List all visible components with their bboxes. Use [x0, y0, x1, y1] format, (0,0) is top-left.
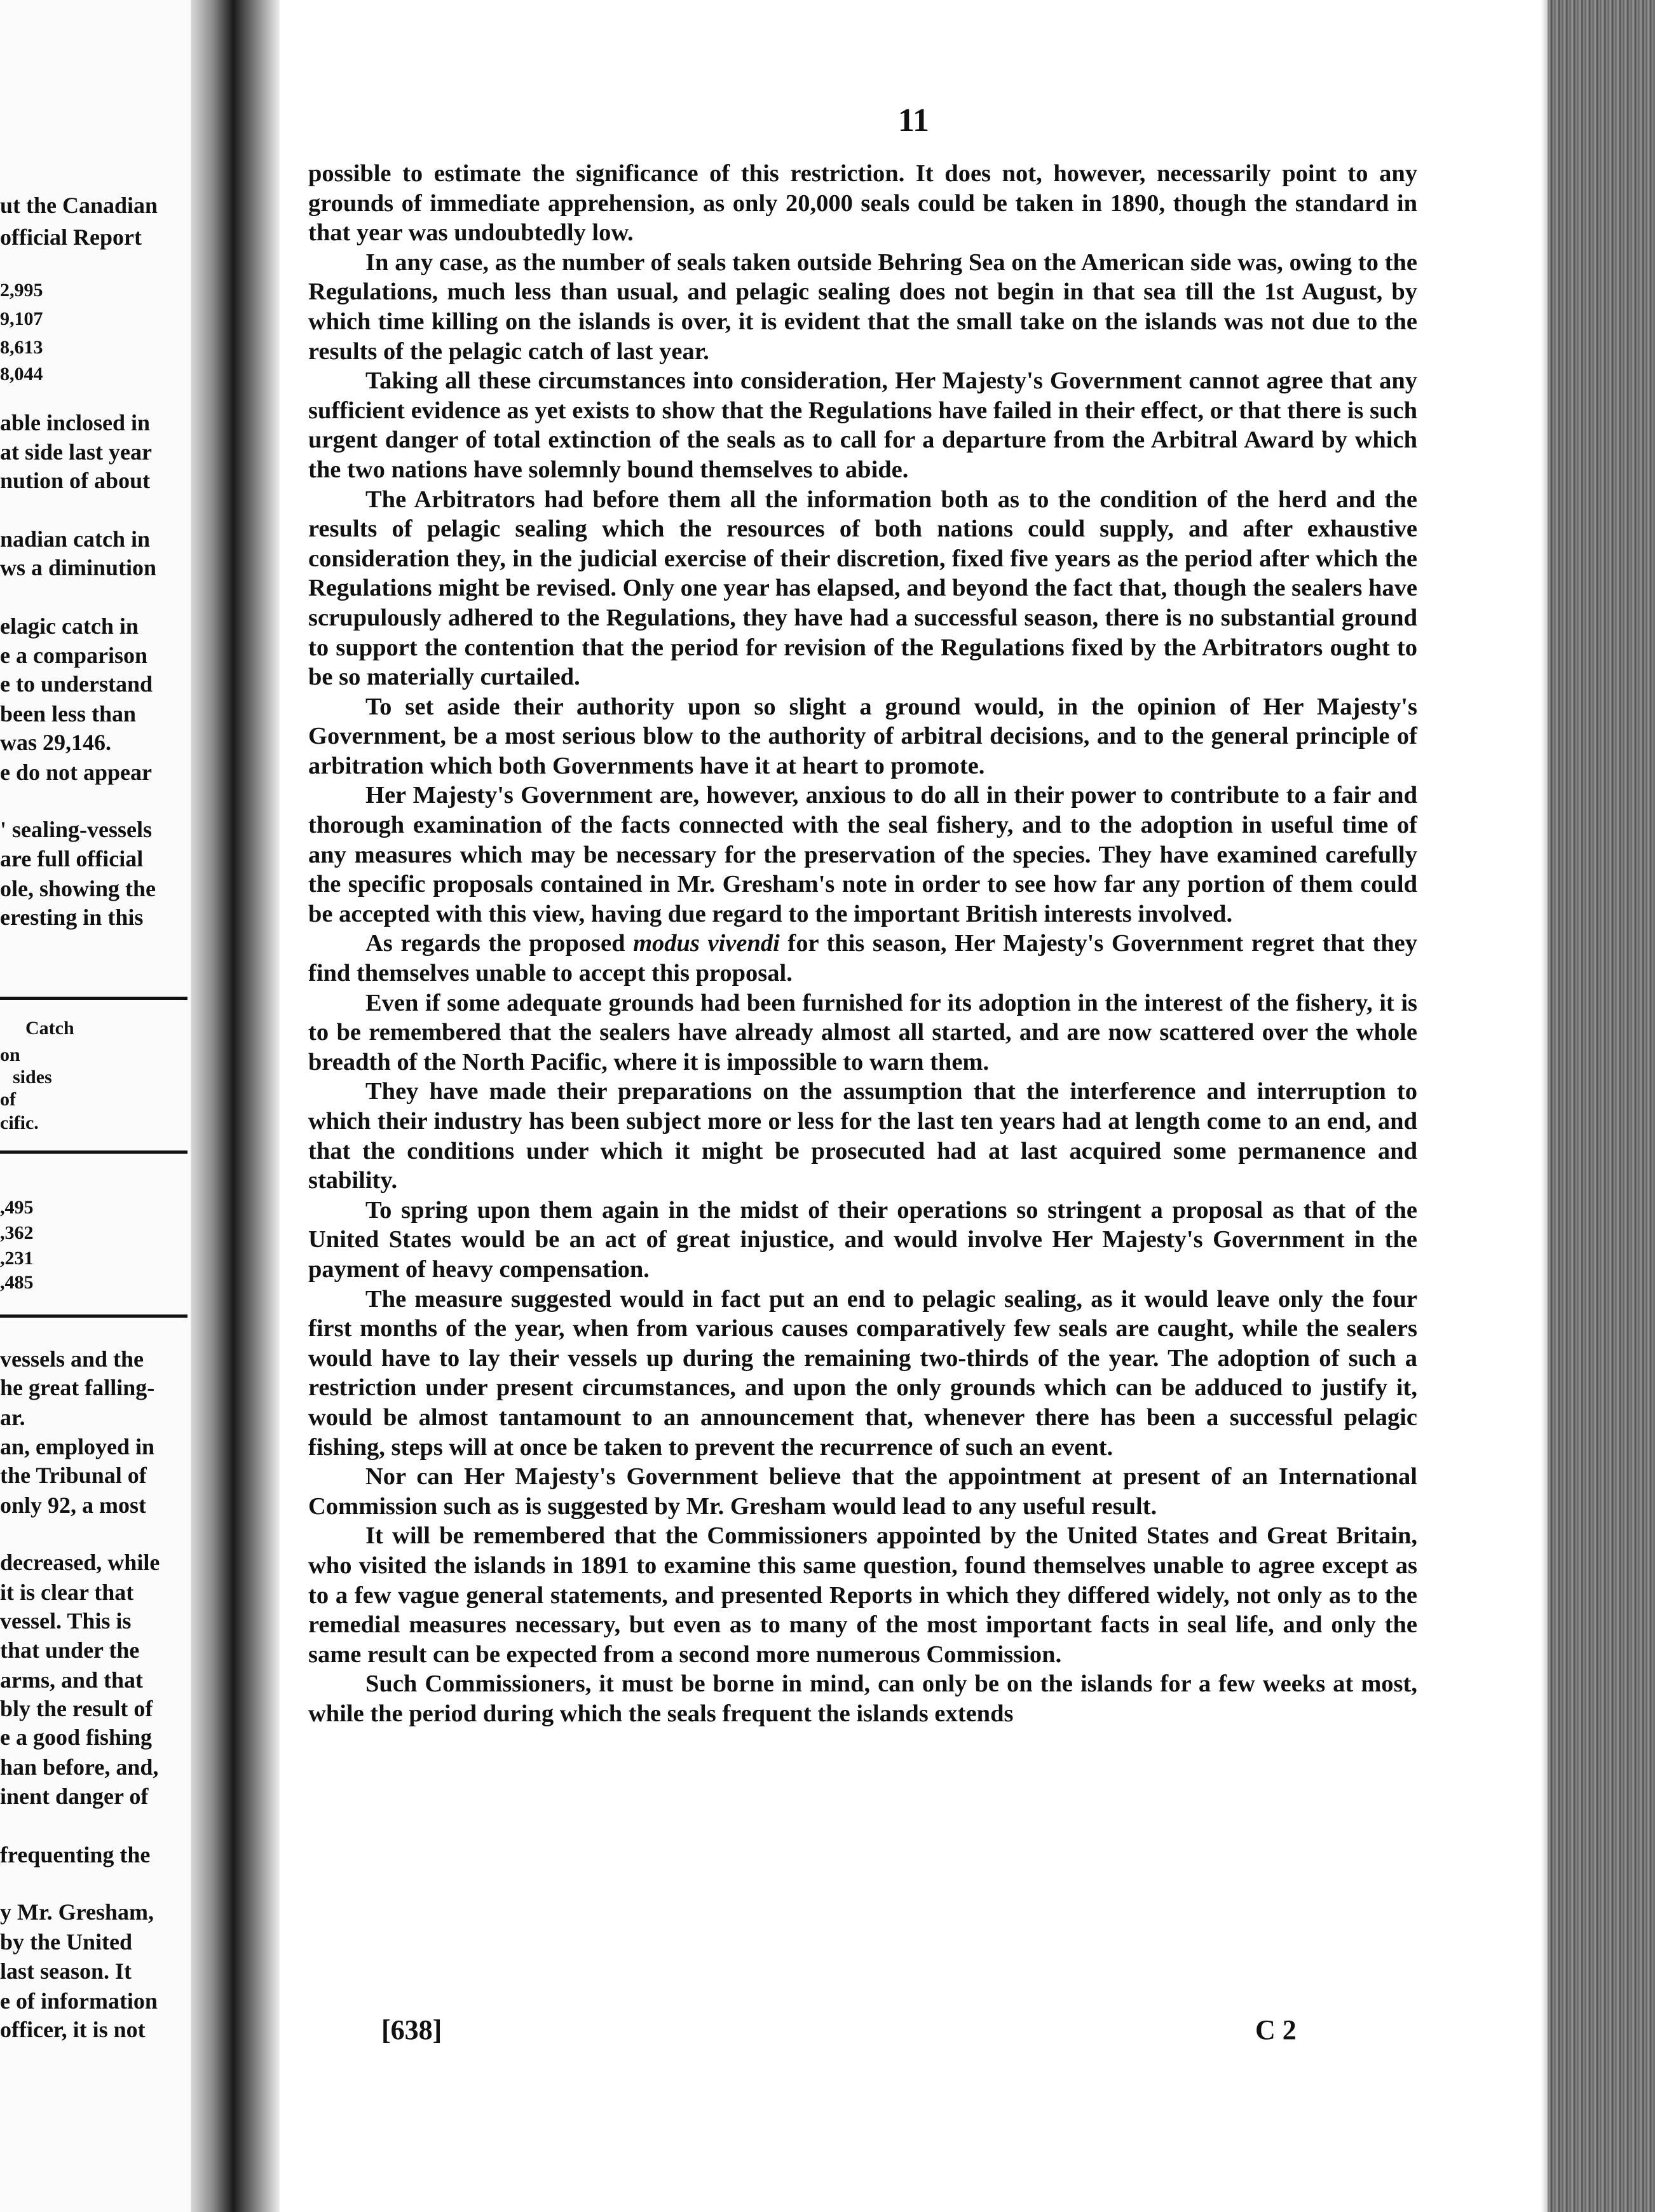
left-page-line: han before, and, — [0, 1754, 159, 1780]
left-page-line: 8,613 — [0, 337, 43, 358]
left-page-line: 2,995 — [0, 280, 43, 301]
italic-phrase: modus vivendi — [633, 930, 780, 957]
paragraph — [308, 929, 1417, 988]
paragraph: The measure suggested would in fact put an end to pelagic sealing, as it would leave only the four first months of the year, when from various causes comparatively few seals are caught, while the sealers would have to lay their vessels up during the remaining two-thirds of the year. The adoption of such a restriction under present circumstances, and upon the only grounds which can be adduced to justify it, would be almost tantamount to an announcement that, whenever there has been a successful pelagic fishing, steps will at once be taken to prevent the recurrence of such an event. — [308, 1285, 1417, 1461]
paragraph: In any case, as the number of seals taken outside Behring Sea on the American side was, owing to the Regulations, much less than usual, and pelagic sealing does not begin in that sea till the 1st August, by which time killing on the islands is over, it is evident that the small take on the islands was not due to the results of the pelagic catch of last year. — [308, 249, 1417, 365]
gathering-mark: C 2 — [1255, 2014, 1297, 2045]
paragraph: To spring upon them again in the midst of their operations so stringent a proposal as that of the United States would be an act of great injustice, and would involve Her Majesty's Government in the payment of heavy compensation. — [308, 1196, 1417, 1283]
left-page-line: e do not appear — [0, 760, 153, 785]
left-page-line: inent danger of — [0, 1784, 149, 1809]
left-page-line: ,495 — [0, 1197, 34, 1218]
paragraph: Even if some adequate grounds had been furnished for its adoption in the interest of the fishery, it is to be remembered that the sealers have already almost all started, and are now scattered over the whole breadth of the North Pacific, where it is impossible to warn them. — [308, 989, 1417, 1075]
left-page-line: ,231 — [0, 1248, 34, 1269]
left-page-line: official Report — [0, 224, 142, 250]
left-page-line: it is clear that — [0, 1580, 134, 1605]
page-number: 11 — [897, 102, 930, 139]
paragraph: The Arbitrators had before them all the information both as to the condition of the herd and the results of pelagic sealing which the resources of both nations could supply, and after exhaustive consideration they, in the judicial exercise of their discretion, fixed five years as the period after which the Regulations might be revised. Only one year has elapsed, and beyond the fact that, though the sealers have scrupulously adhered to the Regulations, they have had a successful season, there is no substantial ground to support the contention that the period for revision of the Regulations fixed by the Arbitrators ought to be so materially curtailed. — [308, 486, 1417, 691]
paragraph: Her Majesty's Government are, however, anxious to do all in their power to contribute to a fair and thorough examination of the facts connected with the seal fishery, and to the adoption in useful time of any measures which may be necessary for the preservation of the species. They have examined carefully the specific proposals contained in Mr. Gresham's note in order to see how far any portion of them could be accepted with this view, having due regard to the important British interests involved. — [308, 782, 1417, 927]
signature-mark: [638] — [381, 2014, 442, 2045]
paragraph-text: for this season, Her Majesty's Government regret that they find themselves unable to accept this proposal. — [308, 930, 1417, 987]
paragraph: It will be remembered that the Commissioners appointed by the United States and Great Britain, who visited the islands in 1891 to examine this same question, found themselves unable to agree except as to a few vague general statements, and presented Reports in which they differed widely, not only as to the remedial measures necessary, but even as to many of the most important facts in seal life, and only the same result can be expected from a second more numerous Commission. — [308, 1522, 1417, 1668]
paragraph: Nor can Her Majesty's Government believe that the appointment at present of an International Commission such as is suggested by Mr. Gresham would lead to any useful result. — [308, 1463, 1417, 1520]
left-page-line: nadian catch in — [0, 526, 151, 552]
left-page-line: e to understand — [0, 671, 153, 697]
left-page-line: 9,107 — [0, 308, 43, 329]
left-page-line: vessel. This is — [0, 1608, 132, 1634]
left-page-line: nution of about — [0, 468, 151, 493]
left-page-line: ole, showing the — [0, 876, 156, 901]
left-page-line: decreased, while — [0, 1550, 160, 1575]
paragraph: Taking all these circumstances into consideration, Her Majesty's Government cannot agree that any sufficient evidence as yet exists to show that the Regulations have failed in their effect, or that there is such urgent danger of total extinction of the seals as to call for a departure from the Arbitral Award by which the two nations have solemnly bound themselves to abide. — [308, 367, 1417, 483]
left-page-line: on — [0, 1044, 20, 1065]
left-page-line: e a good fishing — [0, 1724, 153, 1750]
left-page-line: was 29,146. — [0, 730, 112, 755]
paragraph-text: As regards the proposed — [365, 930, 634, 957]
left-page-line: y Mr. Gresham, — [0, 1899, 154, 1925]
left-page-line: cific. — [0, 1112, 39, 1133]
left-page-line: e of information — [0, 1988, 158, 2014]
paragraph: possible to estimate the significance of this restriction. It does not, however, necessarily point to any grounds of immediate apprehension, as only 20,000 seals could be taken in 1890, though the standard in that year was undoubtedly low. — [308, 160, 1417, 247]
left-page-line: last season. It — [0, 1958, 132, 1984]
left-page-line: eresting in this — [0, 905, 144, 930]
left-page-rule — [0, 997, 187, 1000]
left-page-line: 8,044 — [0, 364, 43, 385]
left-page-line: ws a diminution — [0, 555, 157, 580]
left-page-line: sides — [13, 1067, 52, 1088]
paragraph: Such Commissioners, it must be borne in mind, can only be on the islands for a few weeks at most, while the period during which the seals frequent the islands extends — [308, 1670, 1417, 1727]
left-page-line: ,362 — [0, 1222, 34, 1243]
left-page-line: at side last year — [0, 439, 152, 465]
left-page-line: officer, it is not — [0, 2017, 146, 2042]
left-facing-page-fragment — [0, 0, 191, 2212]
left-page-line: e a comparison — [0, 643, 147, 668]
left-page-line: been less than — [0, 701, 137, 727]
left-page-line: are full official — [0, 846, 144, 871]
left-page-line: an, employed in — [0, 1434, 155, 1459]
left-page-line: ' sealing-vessels — [0, 817, 152, 842]
book-page-edges — [1548, 0, 1655, 2212]
left-page-rule — [0, 1150, 187, 1154]
left-page-line: that under the — [0, 1637, 140, 1663]
body-text — [308, 159, 1417, 1728]
left-page-line: able inclosed in — [0, 410, 151, 435]
left-page-line: the Tribunal of — [0, 1463, 147, 1488]
left-page-line: ,485 — [0, 1272, 34, 1293]
left-page-line: he great falling- — [0, 1375, 155, 1400]
left-page-line: elagic catch in — [0, 613, 139, 639]
paragraph: They have made their preparations on the assumption that the interference and interruption to which their industry has been subject more or less for the last ten years had at length come to an end, and that the conditions under which it might be prosecuted had at last acquired some permanence and stability. — [308, 1078, 1417, 1194]
left-page-line: only 92, a most — [0, 1492, 147, 1518]
left-page-line: by the United — [0, 1929, 133, 1955]
left-page-line: frequenting the — [0, 1842, 151, 1867]
left-page-line: ut the Canadian — [0, 193, 158, 218]
paragraph: To set aside their authority upon so slight a ground would, in the opinion of Her Majesty's Government, be a most serious blow to the authority of arbitral decisions, and to the general principle of arbitration which both Governments have it at heart to promote. — [308, 693, 1417, 779]
left-page-line: vessels and the — [0, 1346, 144, 1372]
main-page — [280, 0, 1548, 2212]
left-page-line: arms, and that — [0, 1667, 144, 1693]
left-page-line: bly the result of — [0, 1696, 153, 1721]
left-page-line: ar. — [0, 1405, 25, 1430]
left-page-line: Catch — [25, 1018, 74, 1039]
left-page-rule — [0, 1314, 187, 1318]
left-page-line: of — [0, 1089, 16, 1110]
book-gutter — [191, 0, 280, 2212]
